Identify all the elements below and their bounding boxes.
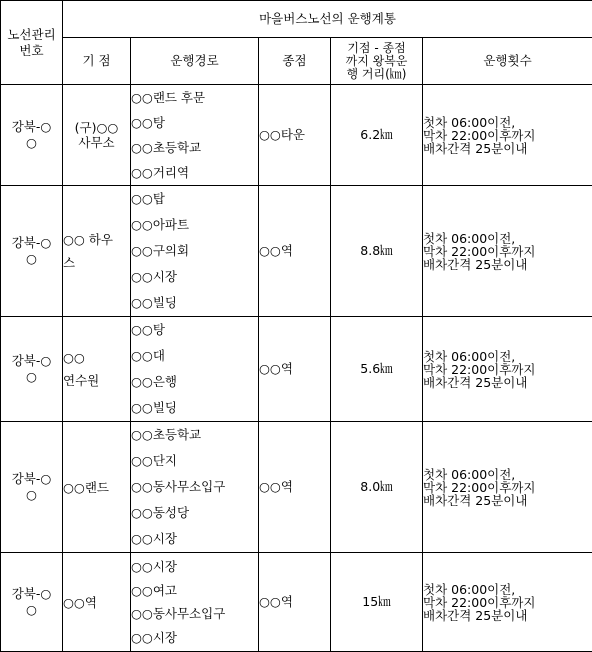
mgmt-no-cell xyxy=(1,85,63,186)
origin-line-1: ○○랜드 xyxy=(63,480,130,495)
route-cell xyxy=(131,186,259,317)
frequency-line-2: 막차 22:00이후까지 xyxy=(423,129,592,142)
frequency-cell xyxy=(423,85,592,186)
distance-cell: 15㎞ xyxy=(331,553,423,652)
mgmt-no-line-2: ○ xyxy=(1,602,62,618)
mgmt-no-line-2: ○ xyxy=(1,369,62,385)
frequency-line-3: 배차간격 25분이내 xyxy=(423,142,592,155)
mgmt-no-cell xyxy=(1,186,63,317)
destination-cell: ○○역 xyxy=(259,553,331,652)
header-row-columns xyxy=(1,38,592,85)
route-stop: ○○탕 xyxy=(131,317,258,343)
origin-line-2: 연수원 xyxy=(63,373,130,388)
route-cell xyxy=(131,553,259,652)
mgmt-no-cell xyxy=(1,422,63,553)
destination-cell: ○○역 xyxy=(259,317,331,422)
table-row xyxy=(1,422,592,553)
origin-cell xyxy=(63,317,131,422)
destination-cell: ○○역 xyxy=(259,186,331,317)
header-distance-line-1: 기점 - 종점 xyxy=(331,42,422,55)
route-stop: ○○시장 xyxy=(131,555,258,579)
frequency-line-2: 막차 22:00이후까지 xyxy=(423,596,592,609)
mgmt-no-cell xyxy=(1,317,63,422)
mgmt-no-line-2: ○ xyxy=(1,487,62,503)
mgmt-no-line-1: 강북-○ xyxy=(1,586,62,602)
route-stop: ○○대 xyxy=(131,343,258,369)
route-stop: ○○랜드 후문 xyxy=(131,85,258,110)
header-mgmt-no-line-1: 노선관리 xyxy=(1,27,62,43)
mgmt-no-line-1: 강북-○ xyxy=(1,119,62,135)
origin-line-1: ○○역 xyxy=(63,595,130,610)
route-stop: ○○동사무소입구 xyxy=(131,474,258,500)
origin-line-1: ○○ xyxy=(63,350,130,365)
route-stop: ○○단지 xyxy=(131,448,258,474)
route-stop: ○○여고 xyxy=(131,579,258,603)
frequency-line-3: 배차간격 25분이내 xyxy=(423,258,592,271)
origin-cell xyxy=(63,186,131,317)
frequency-line-3: 배차간격 25분이내 xyxy=(423,494,592,507)
table-row xyxy=(1,186,592,317)
header-destination: 종점 xyxy=(259,38,331,85)
frequency-line-1: 첫차 06:00이전, xyxy=(423,116,592,129)
mgmt-no-line-1: 강북-○ xyxy=(1,471,62,487)
route-cell xyxy=(131,422,259,553)
header-route: 운행경로 xyxy=(131,38,259,85)
distance-cell: 8.0㎞ xyxy=(331,422,423,553)
route-stop: ○○거리역 xyxy=(131,160,258,185)
header-distance-line-3: 행 거리(㎞) xyxy=(331,68,422,81)
origin-cell xyxy=(63,422,131,553)
header-frequency: 운행횟수 xyxy=(423,38,592,85)
table-row xyxy=(1,317,592,422)
route-stop: ○○시장 xyxy=(131,626,258,650)
route-stop: ○○동성당 xyxy=(131,500,258,526)
route-cell xyxy=(131,317,259,422)
distance-cell: 8.8㎞ xyxy=(331,186,423,317)
frequency-line-1: 첫차 06:00이전, xyxy=(423,468,592,481)
route-stop: ○○빌딩 xyxy=(131,290,258,316)
frequency-line-3: 배차간격 25분이내 xyxy=(423,609,592,622)
distance-cell: 6.2㎞ xyxy=(331,85,423,186)
header-mgmt-no-line-2: 번호 xyxy=(1,43,62,59)
distance-cell: 5.6㎞ xyxy=(331,317,423,422)
header-distance xyxy=(331,38,423,85)
mgmt-no-line-2: ○ xyxy=(1,251,62,267)
mgmt-no-cell xyxy=(1,553,63,652)
route-stop: ○○탕 xyxy=(131,110,258,135)
frequency-line-1: 첫차 06:00이전, xyxy=(423,232,592,245)
origin-line-2: 사무소 xyxy=(63,135,130,150)
frequency-cell xyxy=(423,317,592,422)
table-row xyxy=(1,553,592,652)
origin-line-1: (구)○○ xyxy=(63,120,130,135)
mgmt-no-line-1: 강북-○ xyxy=(1,353,62,369)
frequency-cell xyxy=(423,553,592,652)
route-stop: ○○빌딩 xyxy=(131,395,258,421)
route-stop: ○○탑 xyxy=(131,186,258,212)
route-stop: ○○구의회 xyxy=(131,238,258,264)
mgmt-no-line-2: ○ xyxy=(1,135,62,151)
frequency-line-1: 첫차 06:00이전, xyxy=(423,583,592,596)
destination-cell: ○○역 xyxy=(259,422,331,553)
origin-cell xyxy=(63,553,131,652)
frequency-line-2: 막차 22:00이후까지 xyxy=(423,481,592,494)
origin-cell xyxy=(63,85,131,186)
route-stop: ○○시장 xyxy=(131,526,258,552)
route-cell xyxy=(131,85,259,186)
origin-line-2: 스 xyxy=(63,255,130,270)
frequency-line-2: 막차 22:00이후까지 xyxy=(423,363,592,376)
frequency-line-1: 첫차 06:00이전, xyxy=(423,350,592,363)
header-system-title: 마을버스노선의 운행계통 xyxy=(63,1,592,38)
table-row xyxy=(1,85,592,186)
route-stop: ○○아파트 xyxy=(131,212,258,238)
route-stop: ○○동사무소입구 xyxy=(131,602,258,626)
frequency-line-3: 배차간격 25분이내 xyxy=(423,376,592,389)
destination-cell: ○○타운 xyxy=(259,85,331,186)
route-stop: ○○초등학교 xyxy=(131,135,258,160)
header-distance-line-2: 까지 왕복운 xyxy=(331,55,422,68)
route-stop: ○○은행 xyxy=(131,369,258,395)
mgmt-no-line-1: 강북-○ xyxy=(1,235,62,251)
route-stop: ○○초등학교 xyxy=(131,422,258,448)
origin-line-1: ○○ 하우 xyxy=(63,232,130,247)
frequency-line-2: 막차 22:00이후까지 xyxy=(423,245,592,258)
header-mgmt-no xyxy=(1,1,63,85)
frequency-cell xyxy=(423,422,592,553)
route-stop: ○○시장 xyxy=(131,264,258,290)
header-row-top xyxy=(1,1,592,38)
frequency-cell xyxy=(423,186,592,317)
header-origin: 기 점 xyxy=(63,38,131,85)
